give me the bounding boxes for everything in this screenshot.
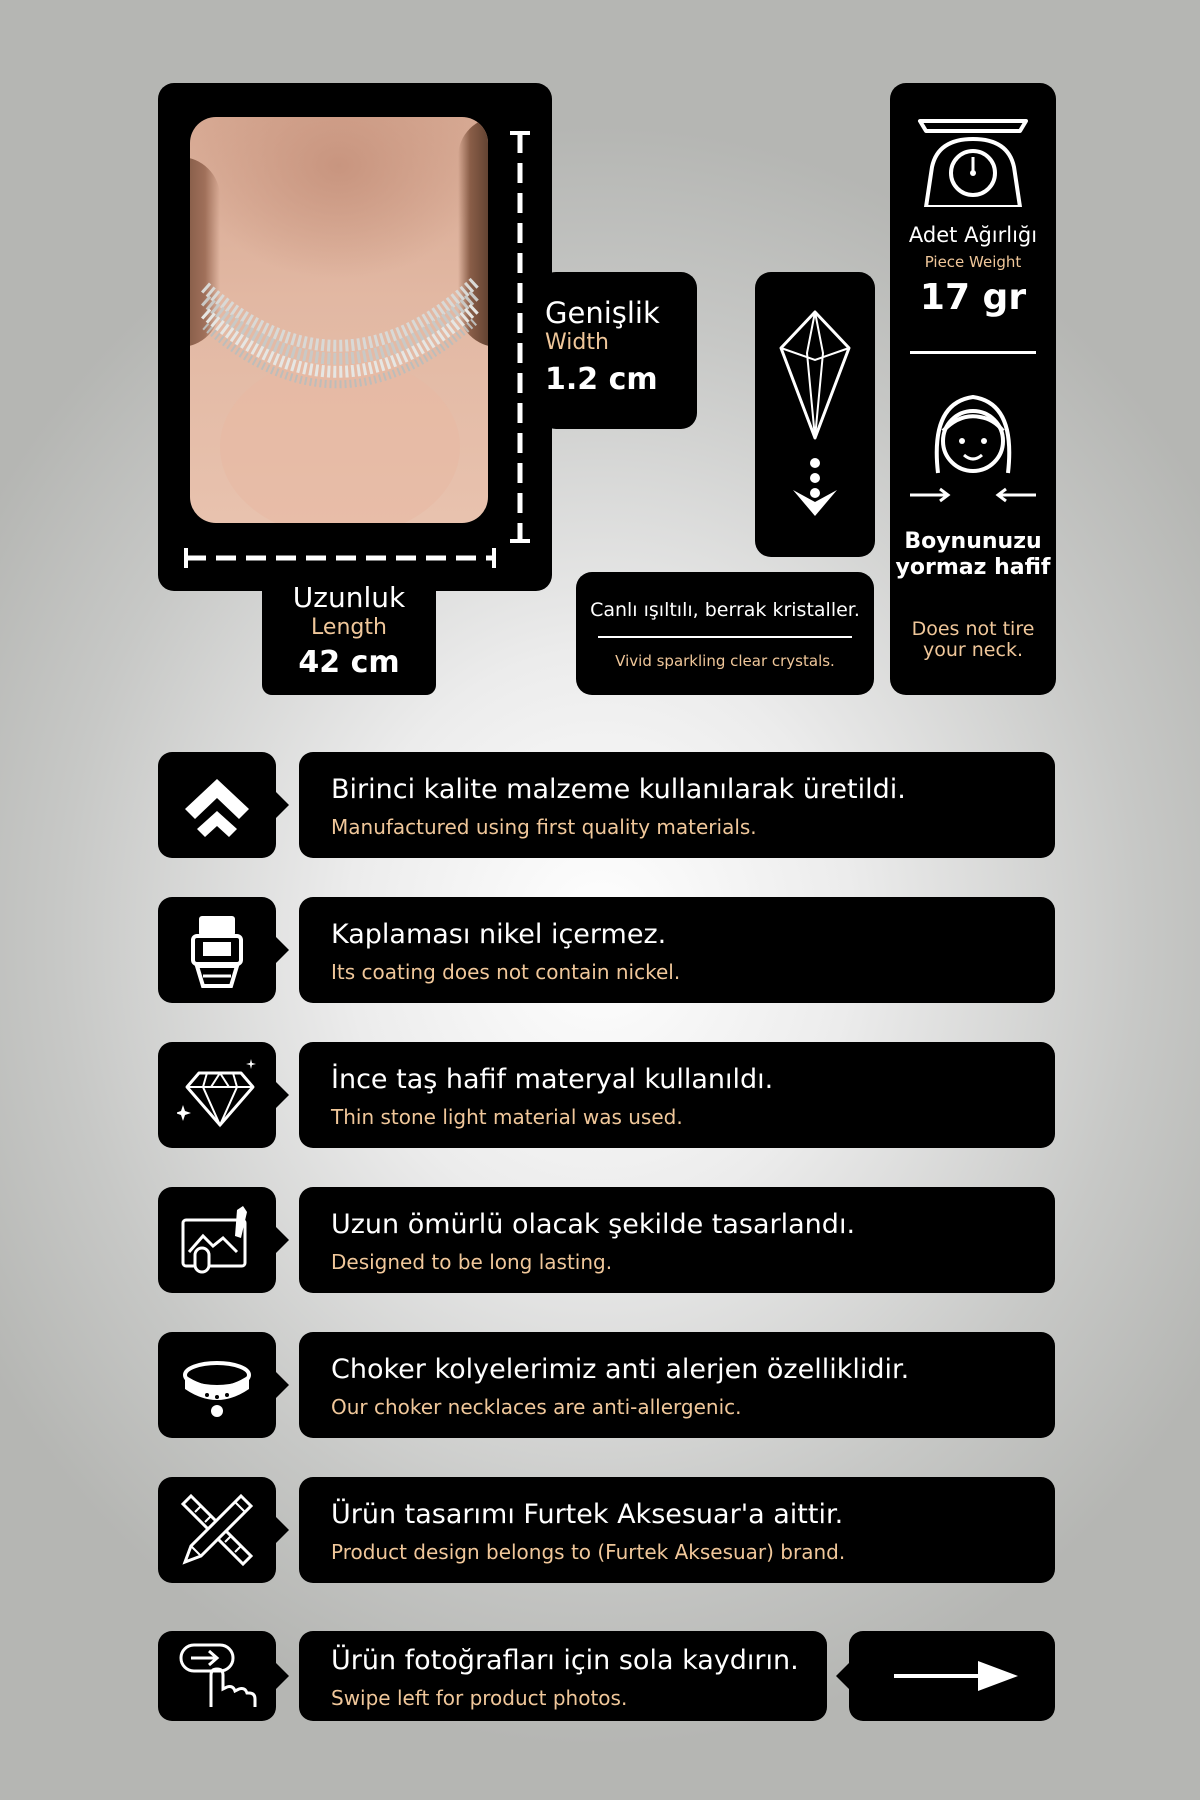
feature-row-6 bbox=[299, 1477, 1055, 1583]
neck-tr: Boynunuzu yormaz hafif bbox=[895, 529, 1051, 580]
feature-icon-box-7 bbox=[158, 1631, 276, 1721]
length-info-box bbox=[262, 575, 436, 695]
product-photo-panel bbox=[158, 83, 552, 591]
feature-en: Thin stone light material was used. bbox=[331, 1105, 683, 1129]
feature-tr: İnce taş hafif materyal kullanıldı. bbox=[331, 1064, 774, 1095]
feature-en: Designed to be long lasting. bbox=[331, 1250, 613, 1274]
width-info-box bbox=[540, 272, 697, 429]
feature-tr: Uzun ömürlü olacak şekilde tasarlandı. bbox=[331, 1209, 856, 1240]
feature-tr: Birinci kalite malzeme kullanılarak üretildi. bbox=[331, 774, 906, 805]
neck-en: Does not tire your neck. bbox=[911, 618, 1035, 661]
feature-icon-box-6 bbox=[158, 1477, 276, 1583]
feature-row-5 bbox=[299, 1332, 1055, 1438]
feature-row-1 bbox=[299, 752, 1055, 858]
width-value: 1.2 cm bbox=[545, 362, 658, 397]
arrow-right-icon bbox=[894, 1659, 1018, 1693]
crystals-tr: Canlı ışıltılı, berrak kristaller. bbox=[590, 599, 860, 621]
feature-row-7 bbox=[299, 1631, 827, 1721]
feature-en: Product design belongs to (Furtek Aksesuar) brand. bbox=[331, 1540, 846, 1564]
feature-row-2 bbox=[299, 897, 1055, 1003]
feature-tr: Choker kolyelerimiz anti alerjen özelliklidir. bbox=[331, 1354, 910, 1385]
feature-icon-box-3 bbox=[158, 1042, 276, 1148]
scale-icon bbox=[912, 117, 1034, 207]
weight-value: 17 gr bbox=[919, 277, 1027, 318]
feature-row-4 bbox=[299, 1187, 1055, 1293]
feature-tr: Kaplaması nikel içermez. bbox=[331, 919, 667, 950]
pencil-ruler-icon bbox=[177, 1490, 257, 1570]
measurement-guides bbox=[158, 83, 552, 591]
length-value: 42 cm bbox=[298, 645, 400, 680]
design-tablet-icon bbox=[177, 1200, 257, 1280]
feature-icon-box-1 bbox=[158, 752, 276, 858]
weight-info-box bbox=[890, 83, 1056, 695]
divider bbox=[598, 636, 852, 638]
feature-en: Its coating does not contain nickel. bbox=[331, 960, 681, 984]
paint-sprayer-icon bbox=[177, 910, 257, 990]
crystal-drop-icon bbox=[773, 308, 857, 523]
weight-title: Adet Ağırlığı bbox=[908, 223, 1038, 247]
feature-icon-box-5 bbox=[158, 1332, 276, 1438]
crystals-en: Vivid sparkling clear crystals. bbox=[615, 652, 835, 670]
feature-en: Manufactured using first quality materials. bbox=[331, 815, 757, 839]
feature-icon-box-2 bbox=[158, 897, 276, 1003]
swipe-arrow-button[interactable] bbox=[849, 1631, 1055, 1721]
crystal-visual-box bbox=[755, 272, 875, 557]
crystals-info-box bbox=[576, 572, 874, 695]
choker-collar-icon bbox=[177, 1345, 257, 1425]
divider bbox=[910, 351, 1036, 354]
width-subtitle: Width bbox=[545, 330, 609, 355]
feature-icon-box-4 bbox=[158, 1187, 276, 1293]
feature-tr: Ürün tasarımı Furtek Aksesuar'a aittir. bbox=[331, 1499, 844, 1530]
feature-row-3 bbox=[299, 1042, 1055, 1148]
diamond-icon bbox=[177, 1055, 257, 1135]
swipe-hand-icon bbox=[177, 1641, 257, 1711]
feature-en: Our choker necklaces are anti-allergenic. bbox=[331, 1395, 742, 1419]
feature-tr: Ürün fotoğrafları için sola kaydırın. bbox=[331, 1645, 799, 1676]
feature-en: Swipe left for product photos. bbox=[331, 1686, 628, 1710]
length-subtitle: Length bbox=[311, 615, 387, 640]
woman-face-icon bbox=[910, 383, 1036, 503]
weight-subtitle: Piece Weight bbox=[924, 253, 1022, 271]
quality-arrow-icon bbox=[177, 765, 257, 845]
width-title: Genişlik bbox=[545, 296, 660, 330]
length-title: Uzunluk bbox=[292, 581, 406, 614]
